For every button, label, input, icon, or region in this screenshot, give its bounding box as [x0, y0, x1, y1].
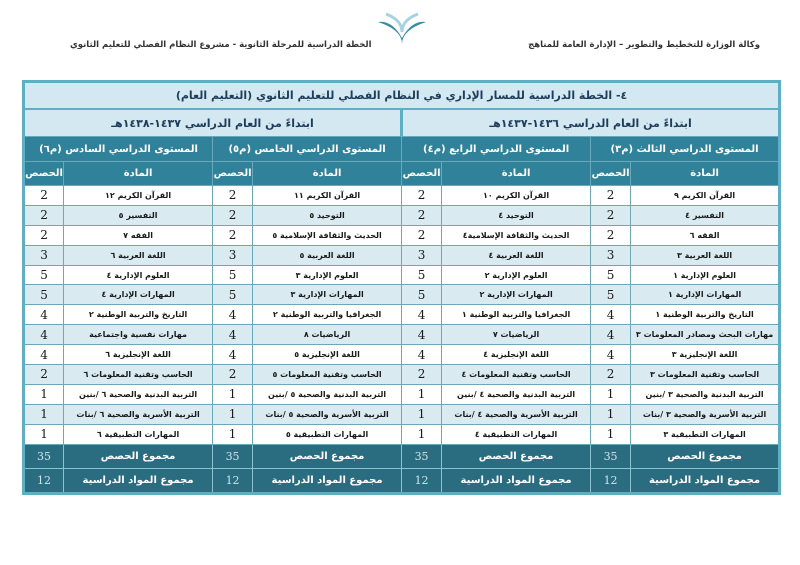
- hours-cell: 5: [591, 285, 631, 305]
- subject-cell: الحديث والثقافة الإسلامية٤: [442, 225, 591, 245]
- subject-cell: التاريخ والتربية الوطنية ١: [631, 305, 780, 325]
- table-row: [24, 285, 780, 305]
- subject-cell: التاريخ والتربية الوطنية ٢: [64, 305, 213, 325]
- subject-cell: التربية الأسرية والصحية ٦ /بنات: [64, 404, 213, 424]
- table-row: [24, 305, 780, 325]
- hours-cell: 4: [591, 345, 631, 365]
- hours-cell: 1: [402, 384, 442, 404]
- table-row: [24, 205, 780, 225]
- hours-cell: 2: [591, 186, 631, 206]
- year-header-1437: ابتداءً من العام الدراسي ١٤٣٧-١٤٣٨هـ: [24, 109, 402, 137]
- hours-cell: 4: [591, 305, 631, 325]
- subject-cell: القرآن الكريم ١١: [253, 186, 402, 206]
- total-hours-label: مجموع الحصص: [442, 444, 591, 468]
- total-hours-value: 35: [591, 444, 631, 468]
- hours-cell: 2: [24, 186, 64, 206]
- hours-cell: 3: [402, 245, 442, 265]
- hours-cell: 5: [24, 285, 64, 305]
- hours-cell: 4: [24, 325, 64, 345]
- total-subjects-label: مجموع المواد الدراسية: [64, 468, 213, 493]
- subject-cell: المهارات الإدارية ١: [631, 285, 780, 305]
- study-plan-table: [22, 80, 781, 495]
- level-header: المستوى الدراسي الثالث (م٣): [591, 137, 780, 162]
- subject-cell: الحاسب وتقنية المعلومات ٣: [631, 365, 780, 385]
- subject-cell: مهارات البحث ومصادر المعلومات ٣: [631, 325, 780, 345]
- total-hours-row: [24, 444, 780, 468]
- subject-cell: اللغة العربية ٤: [442, 245, 591, 265]
- total-subjects-value: 12: [24, 468, 64, 493]
- hours-cell: 1: [402, 404, 442, 424]
- subject-cell: التوحيد ٤: [442, 205, 591, 225]
- total-hours-value: 35: [402, 444, 442, 468]
- hours-cell: 5: [24, 265, 64, 285]
- total-hours-label: مجموع الحصص: [64, 444, 213, 468]
- subject-cell: المهارات الإدارية ٤: [64, 285, 213, 305]
- subject-cell: المهارات الإدارية ٣: [253, 285, 402, 305]
- subject-cell: الرياضيات ٨: [253, 325, 402, 345]
- table-row: [24, 424, 780, 444]
- hours-cell: 1: [591, 384, 631, 404]
- subject-cell: التربية البدنية والصحية ٣ /بنين: [631, 384, 780, 404]
- subject-cell: اللغة الإنجليزية ٥: [253, 345, 402, 365]
- subject-cell: التربية الأسرية والصحية ٤ /بنات: [442, 404, 591, 424]
- subject-cell: الحديث والثقافة الإسلامية ٥: [253, 225, 402, 245]
- subject-cell: التربية الأسرية والصحية ٥ /بنات: [253, 404, 402, 424]
- hours-cell: 4: [24, 345, 64, 365]
- year-header-1436: ابتداءً من العام الدراسي ١٤٣٦-١٤٣٧هـ: [402, 109, 780, 137]
- subject-cell: العلوم الإدارية ٣: [253, 265, 402, 285]
- hours-cell: 2: [24, 365, 64, 385]
- total-subjects-row: [24, 468, 780, 493]
- subject-column-header: المادة: [253, 162, 402, 186]
- hours-cell: 1: [24, 384, 64, 404]
- level-header: المستوى الدراسي الخامس (م٥): [213, 137, 402, 162]
- total-hours-value: 35: [213, 444, 253, 468]
- subject-cell: اللغة العربية ٦: [64, 245, 213, 265]
- hours-column-header: الحصص: [24, 162, 64, 186]
- table-row: [24, 225, 780, 245]
- hours-cell: 2: [24, 205, 64, 225]
- subject-cell: التربية البدنية والصحية ٦ /بنين: [64, 384, 213, 404]
- table-row: [24, 245, 780, 265]
- total-hours-label: مجموع الحصص: [253, 444, 402, 468]
- hours-cell: 2: [402, 225, 442, 245]
- subject-cell: القرآن الكريم ١٢: [64, 186, 213, 206]
- hours-cell: 3: [24, 245, 64, 265]
- hours-cell: 2: [213, 205, 253, 225]
- hours-column-header: الحصص: [213, 162, 253, 186]
- hours-cell: 4: [591, 325, 631, 345]
- subject-cell: الجغرافيا والتربية الوطنية ١: [442, 305, 591, 325]
- hours-cell: 2: [213, 225, 253, 245]
- subject-cell: الحاسب وتقنية المعلومات ٤: [442, 365, 591, 385]
- hours-cell: 5: [213, 265, 253, 285]
- hours-cell: 2: [591, 365, 631, 385]
- subject-cell: المهارات التطبيقية ٤: [442, 424, 591, 444]
- table-row: [24, 186, 780, 206]
- subject-cell: مهارات نفسية واجتماعية: [64, 325, 213, 345]
- subject-cell: التربية الأسرية والصحية ٣ /بنات: [631, 404, 780, 424]
- subject-cell: الحاسب وتقنية المعلومات ٥: [253, 365, 402, 385]
- hours-cell: 4: [213, 325, 253, 345]
- subject-cell: المهارات التطبيقية ٦: [64, 424, 213, 444]
- total-subjects-value: 12: [591, 468, 631, 493]
- hours-cell: 1: [213, 424, 253, 444]
- hours-cell: 3: [213, 245, 253, 265]
- hours-cell: 4: [402, 345, 442, 365]
- hours-cell: 5: [402, 285, 442, 305]
- subject-cell: اللغة الإنجليزية ٦: [64, 345, 213, 365]
- hours-cell: 1: [402, 424, 442, 444]
- hours-cell: 1: [213, 404, 253, 424]
- hours-cell: 1: [591, 424, 631, 444]
- table-row: [24, 404, 780, 424]
- hours-cell: 2: [402, 186, 442, 206]
- subject-cell: الحاسب وتقنية المعلومات ٦: [64, 365, 213, 385]
- hours-cell: 1: [213, 384, 253, 404]
- total-subjects-value: 12: [402, 468, 442, 493]
- hours-cell: 3: [591, 245, 631, 265]
- subject-cell: اللغة الإنجليزية ٣: [631, 345, 780, 365]
- hours-cell: 2: [402, 205, 442, 225]
- subject-column-header: المادة: [442, 162, 591, 186]
- subject-cell: اللغة العربية ٣: [631, 245, 780, 265]
- total-hours-label: مجموع الحصص: [631, 444, 780, 468]
- plan-header: الخطة الدراسية للمرحلة الثانوية - مشروع النظام الفصلي للتعليم الثانوي: [70, 40, 372, 50]
- subject-cell: التربية البدنية والصحية ٥ /بنين: [253, 384, 402, 404]
- total-subjects-label: مجموع المواد الدراسية: [253, 468, 402, 493]
- total-subjects-label: مجموع المواد الدراسية: [442, 468, 591, 493]
- table-row: [24, 345, 780, 365]
- total-subjects-label: مجموع المواد الدراسية: [631, 468, 780, 493]
- table-row: [24, 265, 780, 285]
- hours-column-header: الحصص: [402, 162, 442, 186]
- table-row: [24, 325, 780, 345]
- ministry-agency-header: وكالة الوزارة للتخطيط والتطوير – الإدارة العامة للمناهج: [528, 40, 760, 50]
- subject-cell: التربية البدنية والصحية ٤ /بنين: [442, 384, 591, 404]
- subject-cell: العلوم الإدارية ١: [631, 265, 780, 285]
- hours-cell: 4: [402, 305, 442, 325]
- hours-cell: 2: [213, 186, 253, 206]
- subject-column-header: المادة: [631, 162, 780, 186]
- table-row: [24, 384, 780, 404]
- subject-cell: المهارات التطبيقية ٥: [253, 424, 402, 444]
- hours-cell: 2: [591, 225, 631, 245]
- subject-cell: العلوم الإدارية ٢: [442, 265, 591, 285]
- hours-cell: 1: [24, 424, 64, 444]
- subject-cell: القرآن الكريم ١٠: [442, 186, 591, 206]
- subject-cell: الفقه ٦: [631, 225, 780, 245]
- subject-cell: الرياضيات ٧: [442, 325, 591, 345]
- hours-column-header: الحصص: [591, 162, 631, 186]
- subject-cell: التفسير ٤: [631, 205, 780, 225]
- subject-cell: التفسير ٥: [64, 205, 213, 225]
- hours-cell: 2: [213, 365, 253, 385]
- total-subjects-value: 12: [213, 468, 253, 493]
- hours-cell: 2: [402, 365, 442, 385]
- hours-cell: 5: [402, 265, 442, 285]
- level-header: المستوى الدراسي السادس (م٦): [24, 137, 213, 162]
- table-row: [24, 365, 780, 385]
- subject-cell: العلوم الإدارية ٤: [64, 265, 213, 285]
- subject-cell: المهارات الإدارية ٢: [442, 285, 591, 305]
- hours-cell: 4: [402, 325, 442, 345]
- level-header: المستوى الدراسي الرابع (م٤): [402, 137, 591, 162]
- hours-cell: 5: [591, 265, 631, 285]
- subject-cell: القرآن الكريم ٩: [631, 186, 780, 206]
- subject-column-header: المادة: [64, 162, 213, 186]
- hours-cell: 2: [24, 225, 64, 245]
- hours-cell: 2: [591, 205, 631, 225]
- hours-cell: 4: [213, 345, 253, 365]
- hours-cell: 4: [213, 305, 253, 325]
- hours-cell: 4: [24, 305, 64, 325]
- subject-cell: الجغرافيا والتربية الوطنية ٢: [253, 305, 402, 325]
- subject-cell: اللغة الإنجليزية ٤: [442, 345, 591, 365]
- subject-cell: المهارات التطبيقية ٣: [631, 424, 780, 444]
- table-title: ٤- الخطة الدراسية للمسار الإداري في النظام الفصلي للتعليم الثانوي (التعليم العام): [24, 82, 780, 110]
- subject-cell: التوحيد ٥: [253, 205, 402, 225]
- subject-cell: اللغة العربية ٥: [253, 245, 402, 265]
- ministry-logo-icon: [372, 8, 432, 54]
- subject-cell: الفقه ٧: [64, 225, 213, 245]
- hours-cell: 1: [591, 404, 631, 424]
- total-hours-value: 35: [24, 444, 64, 468]
- hours-cell: 5: [213, 285, 253, 305]
- hours-cell: 1: [24, 404, 64, 424]
